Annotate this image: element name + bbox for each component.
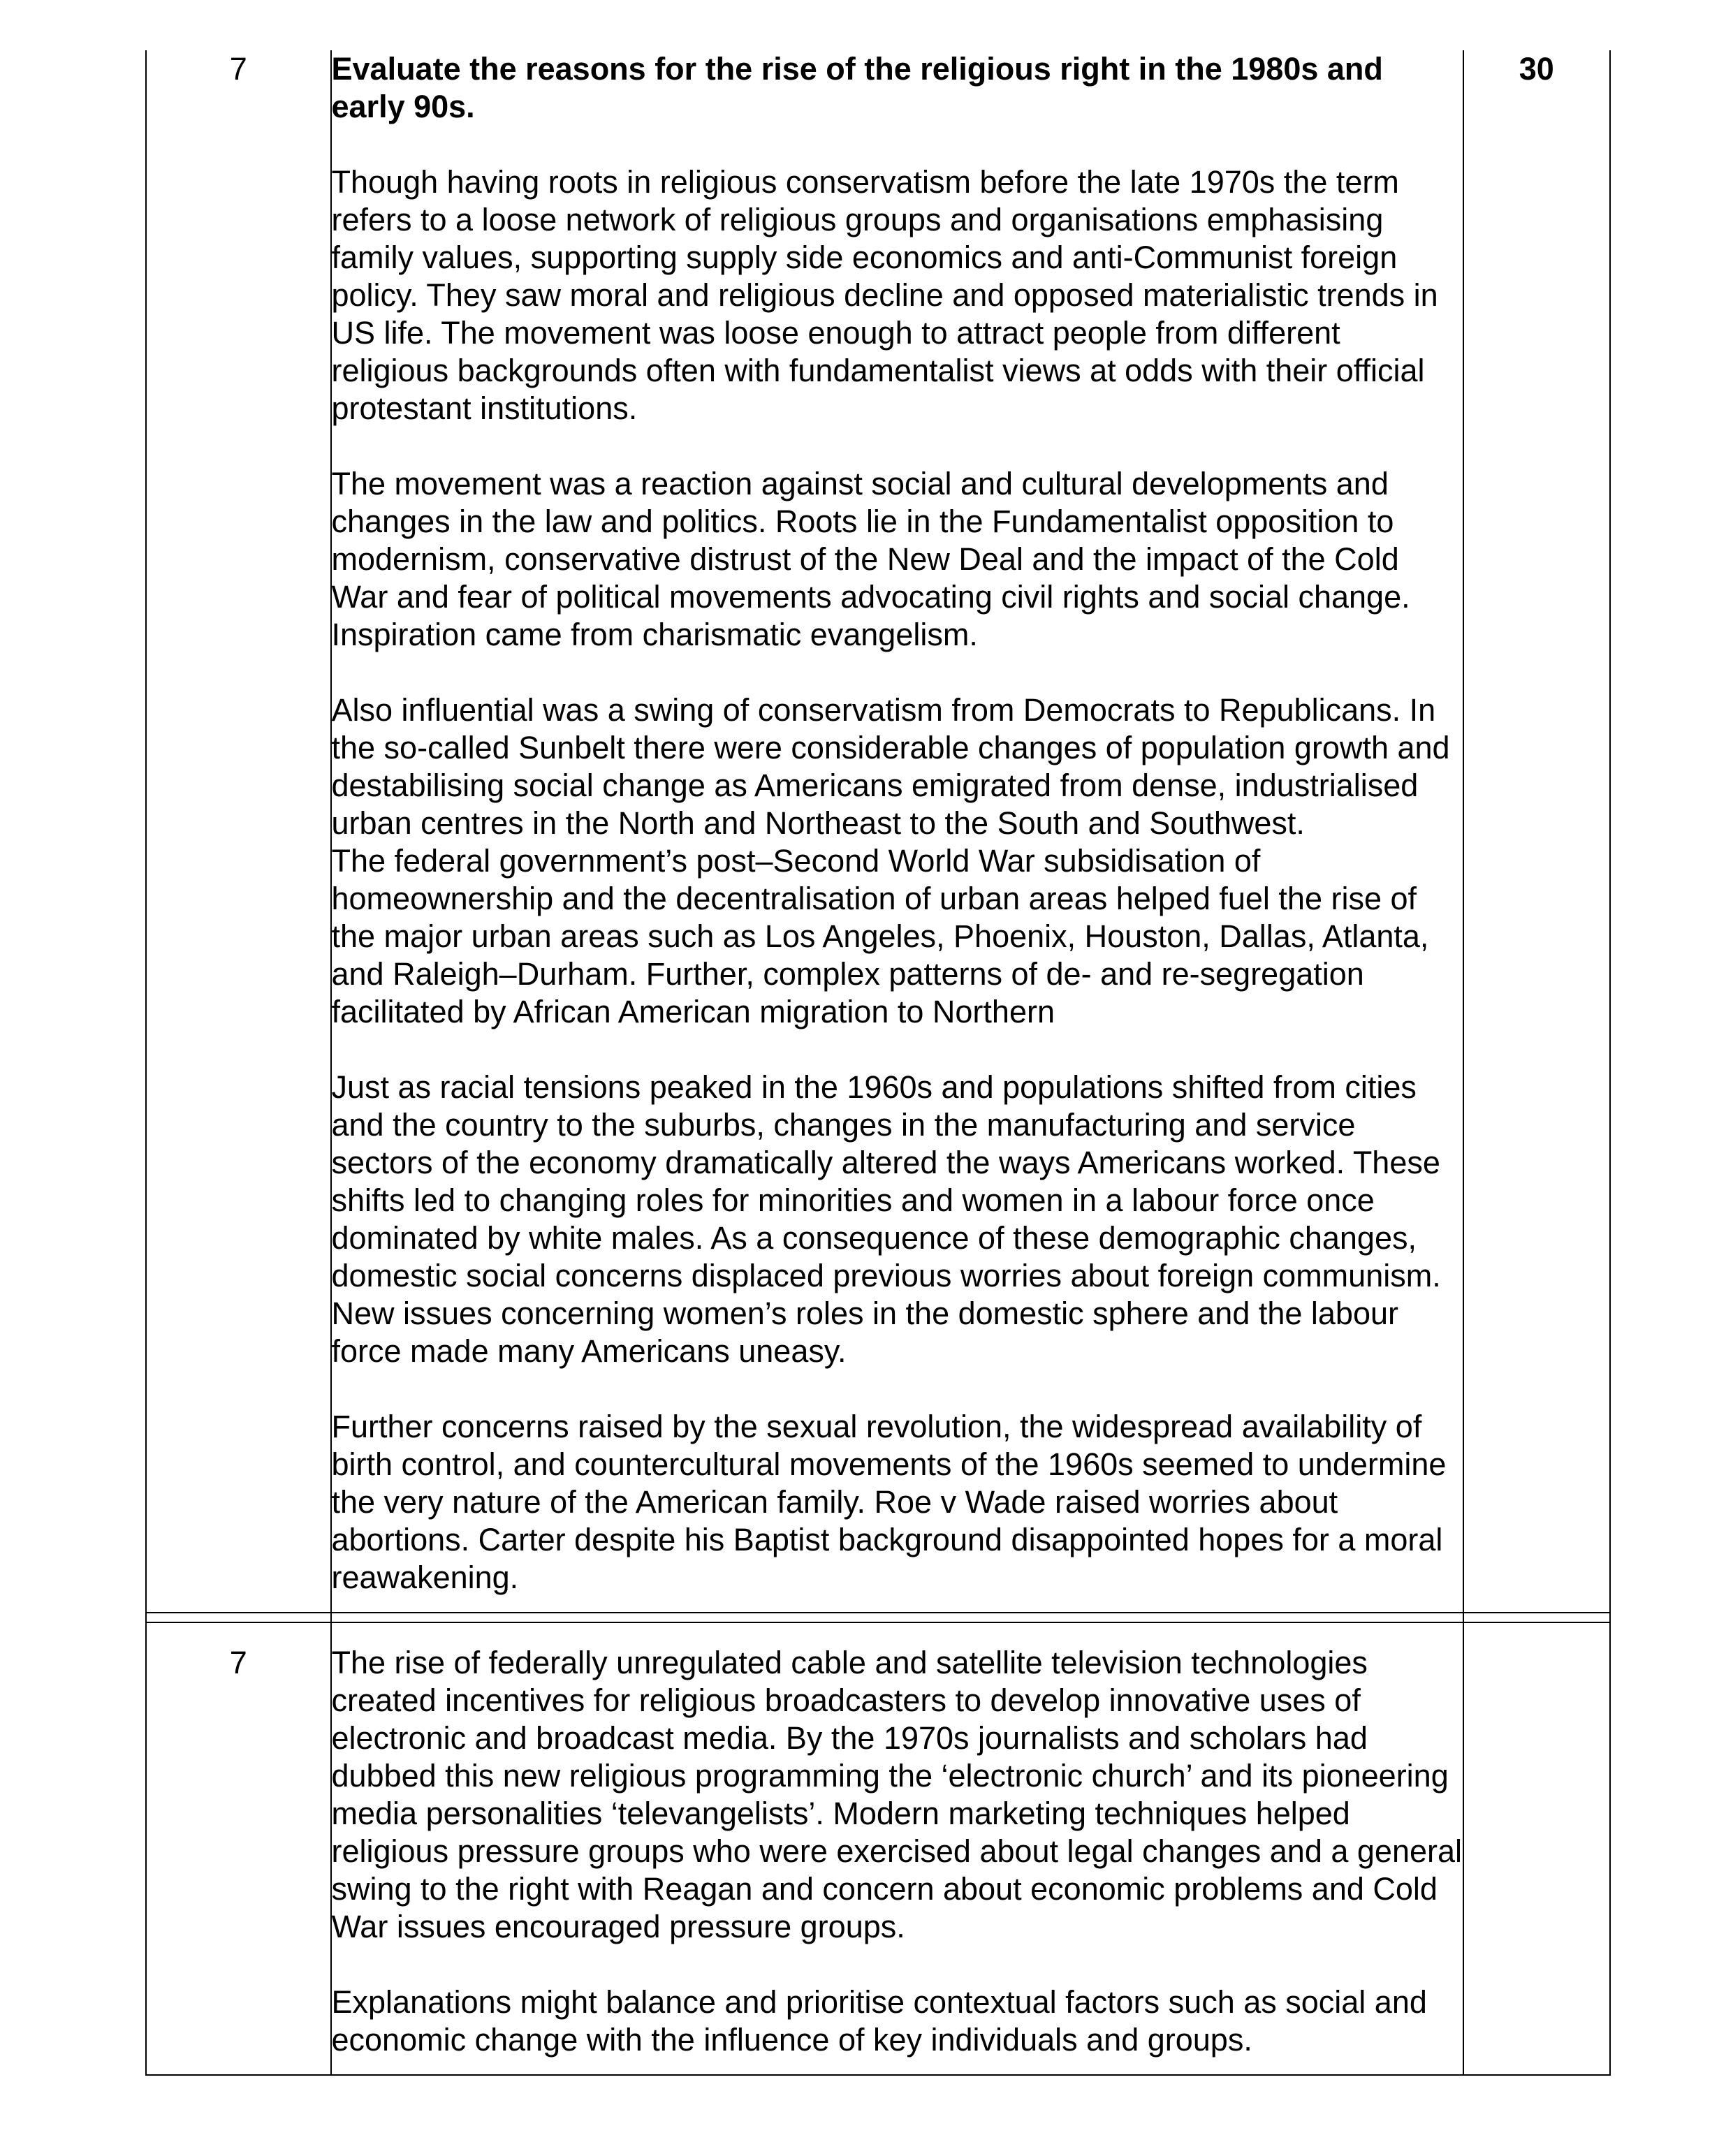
separator-cell (331, 1613, 1463, 1622)
question-number: 7 (229, 51, 247, 87)
separator-cell (146, 1613, 331, 1622)
marks-cell (1463, 1622, 1610, 2075)
mark-scheme-table (145, 50, 1611, 2076)
answer-paragraph: Explanations might balance and prioritise contextual factors such as social and economic change with the influence of key individuals and groups. (331, 1984, 1427, 2058)
table-separator (146, 1613, 1610, 1622)
answer-cell (331, 50, 1463, 1613)
answer-paragraph: The movement was a reaction against social and cultural developments and changes in the law and politics. Roots lie in the Fundamentalist opposition to modernism, conservative distrust of the New Deal and the impact of the Cold War and fear of political movements advocating civil rights and social change. Inspiration came from charismatic evangelism. (331, 466, 1410, 652)
marks-cell (1463, 50, 1610, 1613)
answer-paragraph: The rise of federally unregulated cable and satellite television technologies created incentives for religious broadcasters to develop innovative uses of electronic and broadcast media. By the 1970s journalists and scholars had dubbed this new religious programming the ‘electronic church’ and its pioneering media personalities ‘televangelists’. Modern marketing techniques helped religious pressure groups who were exercised about legal changes and a general swing to the right with Reagan and concern about economic problems and Cold War issues encouraged pressure groups. (331, 1645, 1463, 1944)
answer-paragraph: The federal government’s post–Second World War subsidisation of homeownership and the decentralisation of urban areas helped fuel the rise of the major urban areas such as Los Angeles, Phoenix, Houston, Dallas, Atlanta, and Raleigh–Durham. Further, complex patterns of de- and re-segregation facilitated by African American migration to Northern (331, 843, 1429, 1029)
table-row (146, 1622, 1610, 2075)
answer-paragraph: Also influential was a swing of conservatism from Democrats to Republicans. In the so-called Sunbelt there were considerable changes of population growth and destabilising social change as Americans emigrated from dense, industrialised urban centres in the North and Northeast to the South and Southwest. (331, 692, 1450, 841)
table-row (146, 50, 1610, 1613)
answer-paragraph: Just as racial tensions peaked in the 1960s and populations shifted from cities and the country to the suburbs, changes in the manufacturing and service sectors of the economy dramatically altered the ways Americans worked. These shifts led to changing roles for minorities and women in a labour force once dominated by white males. As a consequence of these demographic changes, domestic social concerns displaced previous worries about foreign communism. New issues concerning women’s roles in the domestic sphere and the labour force made many Americans uneasy. (331, 1069, 1441, 1369)
separator-cell (1463, 1613, 1610, 1622)
question-text: Evaluate the reasons for the rise of the religious right in the 1980s and early 90s. (331, 51, 1383, 124)
answer-paragraph: Further concerns raised by the sexual revolution, the widespread availability of birth control, and countercultural movements of the 1960s seemed to undermine the very nature of the American family. Roe v Wade raised worries about abortions. Carter despite his Baptist background disappointed hopes for a moral reawakening. (331, 1409, 1447, 1595)
marks-value: 30 (1519, 51, 1554, 87)
question-number: 7 (229, 1645, 247, 1680)
question-number-cell (146, 50, 331, 1613)
answer-paragraph: Though having roots in religious conservatism before the late 1970s the term refers to a loose network of religious groups and organisations emphasising family values, supporting supply side economics and anti-Communist foreign policy. They saw moral and religious decline and opposed materialistic trends in US life. The movement was loose enough to attract people from different religious backgrounds often with fundamentalist views at odds with their official protestant institutions. (331, 164, 1438, 426)
question-number-cell (146, 1622, 331, 2075)
answer-cell (331, 1622, 1463, 2075)
